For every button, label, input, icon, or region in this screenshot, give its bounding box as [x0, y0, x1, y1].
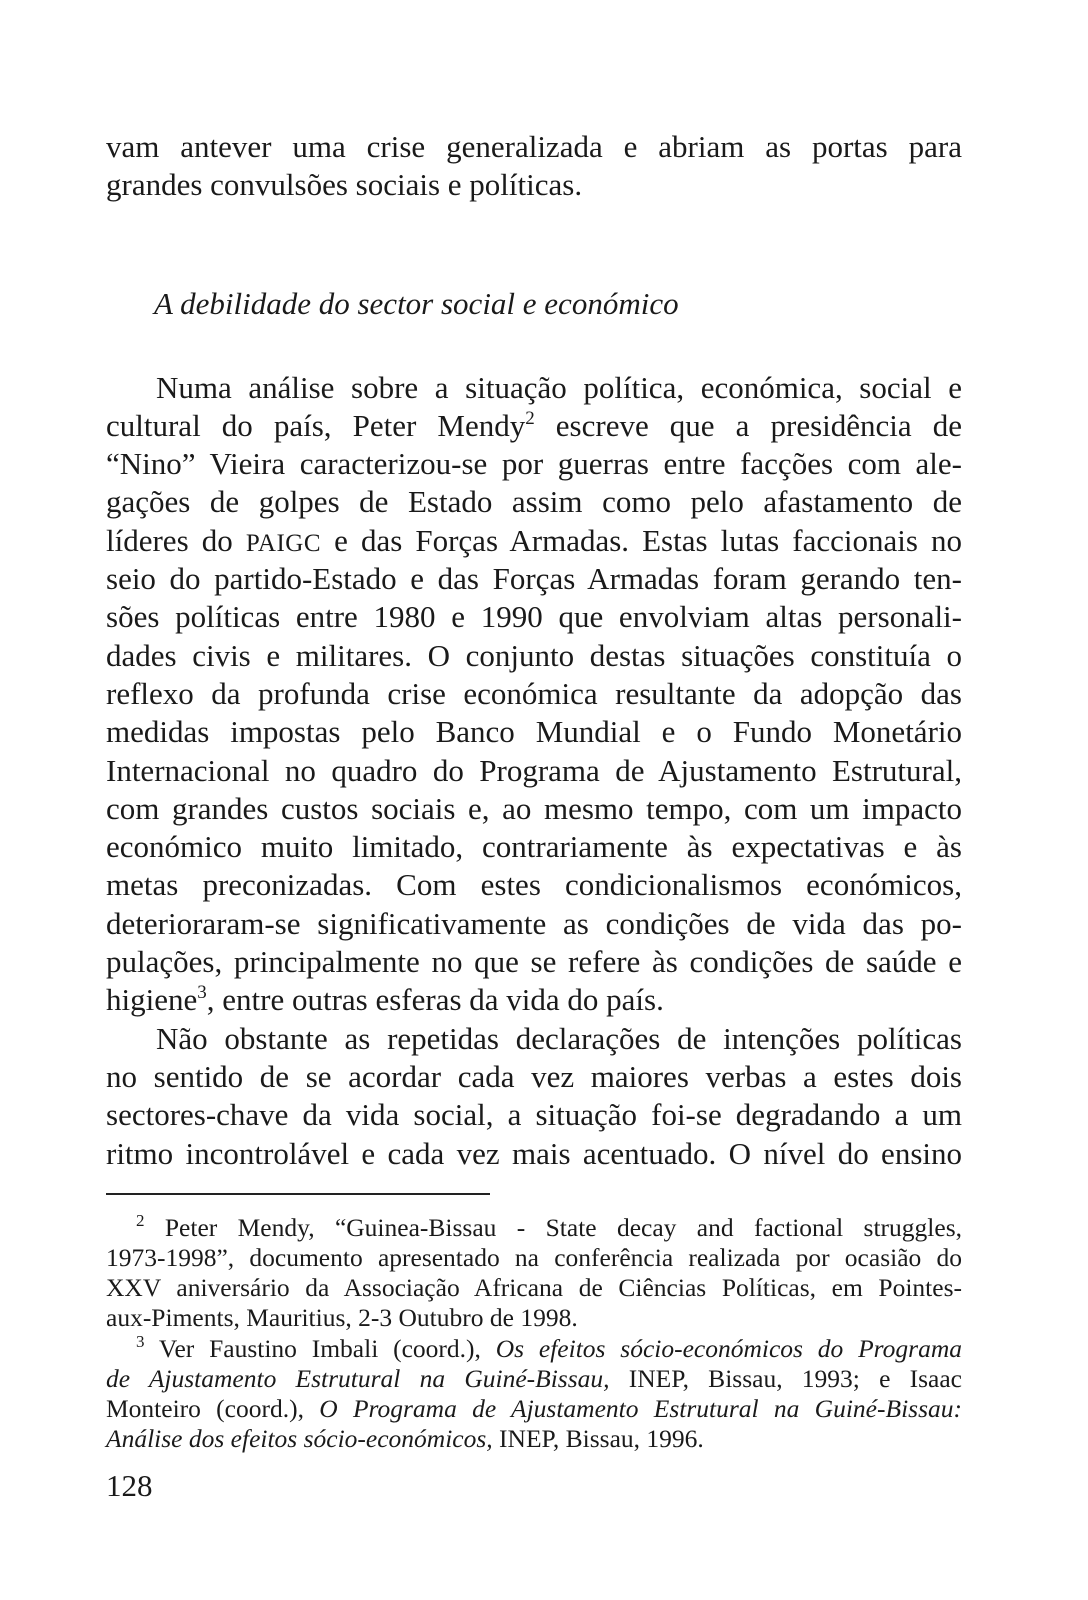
text-segment: e das Forças Armadas. Estas lutas faccionais no: [321, 522, 963, 558]
text-segment: INEP, Bissau, 1996.: [492, 1424, 704, 1454]
text-segment: higiene: [106, 982, 198, 1018]
text-line: económico muito limitado, contrariamente às expectativas e às: [106, 829, 962, 865]
text-segment: líderes do: [106, 522, 246, 558]
footnote-line: [106, 1331, 962, 1364]
footnote-line: 1973-1998”, documento apresentado na conferência realizada por ocasião do: [106, 1243, 962, 1273]
footnote-line: XXV aniversário da Associação Africana de Ciências Políticas, em Pointes-: [106, 1273, 962, 1303]
footnote-line: [106, 1364, 962, 1394]
citation-title: Os efeitos sócio-económicos do Programa: [495, 1333, 962, 1363]
opening-paragraph: [106, 128, 962, 205]
footnote-marker: 2: [136, 1210, 145, 1230]
text-line: seio do partido-Estado e das Forças Armadas foram gerando ten-: [106, 561, 962, 597]
page-body: [106, 128, 962, 1454]
text-line: metas preconizadas. Com estes condicionalismos económicos,: [106, 867, 962, 903]
text-line: Numa análise sobre a situação política, económica, social e: [156, 369, 962, 405]
footnote-divider: [106, 1193, 490, 1195]
text-line: [106, 981, 962, 1019]
text-line: dades civis e militares. O conjunto destas situações constituía o: [106, 637, 962, 673]
citation-title: O Programa de Ajustamento Estrutural na Guiné-Bissau:: [319, 1393, 962, 1423]
footnote-line: aux-Piments, Mauritius, 2-3 Outubro de 1998.: [106, 1303, 578, 1333]
text-line: “Nino” Vieira caracterizou-se por guerras entre facções com ale-: [106, 446, 962, 482]
citation-title: de Ajustamento Estrutural na Guiné-Bissau,: [106, 1363, 610, 1393]
footnote-ref-2[interactable]: 2: [525, 407, 535, 429]
footnote-2: [106, 1210, 962, 1334]
text-line: [106, 522, 962, 560]
section-heading: A debilidade do sector social e económico: [154, 285, 679, 321]
footnote-ref-3[interactable]: 3: [197, 982, 207, 1004]
footnote-line: [106, 1394, 962, 1424]
citation-title: Análise dos efeitos sócio-económicos,: [106, 1424, 493, 1454]
text-line: Não obstante as repetidas declarações de intenções políticas: [156, 1020, 962, 1056]
footnote-line: [106, 1424, 962, 1454]
text-segment: escreve que a presidência de: [534, 407, 962, 443]
text-line: gações de golpes de Estado assim como pelo afastamento de: [106, 484, 962, 520]
page-number: 128: [106, 1468, 153, 1503]
footnote-3: [106, 1331, 963, 1455]
text-line: deterioraram-se significativamente as condições de vida das po-: [106, 905, 962, 941]
text-line: sectores-chave da vida social, a situação foi-se degradando a um: [106, 1097, 962, 1133]
footnote-marker: 3: [136, 1331, 145, 1351]
text-line: sões políticas entre 1980 e 1990 que envolviam altas personali-: [106, 599, 962, 635]
text-line: [106, 407, 962, 445]
text-line: ritmo incontrolável e cada vez mais acentuado. O nível do ensino: [106, 1135, 962, 1171]
text-line: reflexo da profunda crise económica resultante da adopção das: [106, 675, 962, 711]
text-segment: Monteiro (coord.),: [106, 1393, 320, 1423]
text-line: com grandes custos sociais e, ao mesmo tempo, com um impacto: [106, 790, 962, 826]
text-segment: Peter Mendy, “Guinea-Bissau - State decay and factional struggles,: [144, 1212, 962, 1242]
text-line: pulações, principalmente no que se refere às condições de saúde e: [106, 944, 962, 980]
acronym: PAIGC: [245, 529, 322, 557]
text-line: vam antever uma crise generalizada e abriam as portas para: [106, 129, 962, 164]
paragraph-budget: [106, 1020, 962, 1173]
text-line: Internacional no quadro do Programa de Ajustamento Estrutural,: [106, 752, 962, 788]
text-line: no sentido de se acordar cada vez maiores verbas a estes dois: [106, 1058, 962, 1094]
text-segment: Ver Faustino Imbali (coord.),: [144, 1333, 496, 1363]
text-line: grandes convulsões sociais e políticas.: [106, 167, 583, 203]
text-line: medidas impostas pelo Banco Mundial e o Fundo Monetário: [106, 714, 962, 750]
text-segment: , entre outras esferas da vida do país.: [206, 982, 664, 1018]
text-segment: INEP, Bissau, 1993; e Isaac: [609, 1363, 963, 1393]
footnote-line: [106, 1210, 962, 1243]
text-segment: cultural do país, Peter Mendy: [106, 407, 526, 443]
paragraph-analysis: [106, 369, 962, 1020]
